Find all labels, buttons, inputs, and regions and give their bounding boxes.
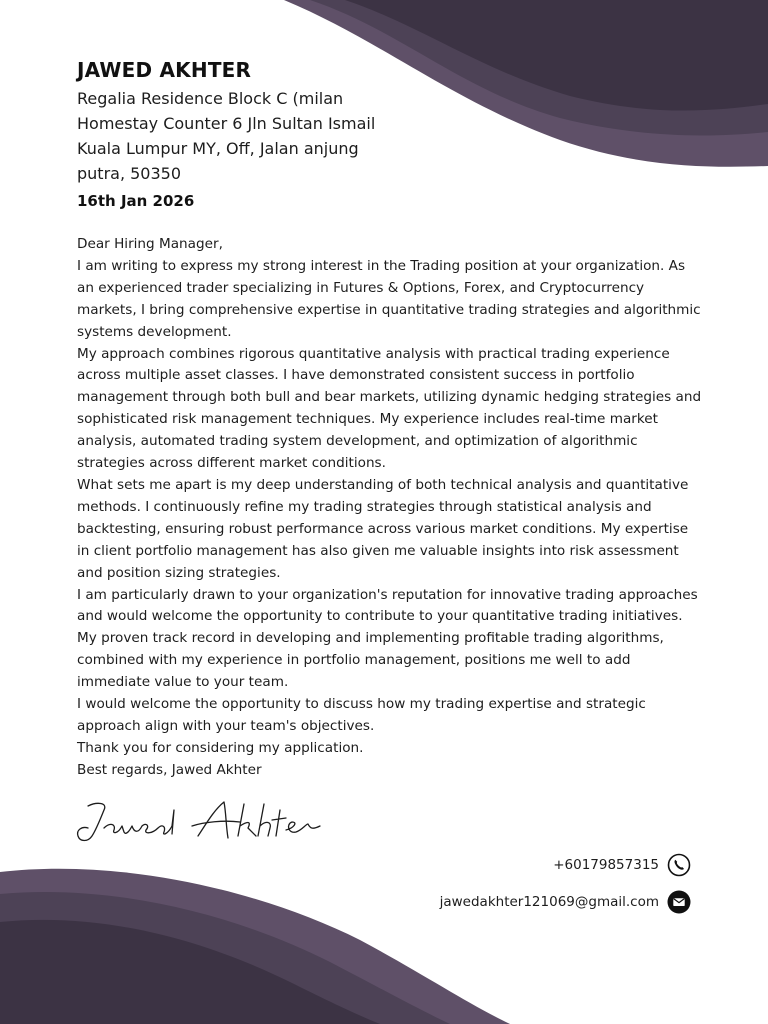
letter-paragraph: Thank you for considering my application.	[77, 739, 364, 756]
letter-header	[77, 58, 407, 210]
letter-paragraph: I would welcome the opportunity to discuss how my trading expertise and strategic approach align with your team's objectives.	[77, 696, 646, 734]
sender-name: JAWED AKHTER	[77, 58, 252, 82]
letter-paragraph: What sets me apart is my deep understanding of both technical analysis and quantitative methods. I continuously refine my trading strategies through statistical analysis and backtesting, ensuring robust performance across various market conditions. My expertise in client portfolio management has also given me valuable insights into risk assessment and position sizing strategies.	[77, 476, 689, 581]
sender-address	[77, 86, 407, 186]
address-line: putra, 50350	[77, 164, 182, 183]
handwritten-signature	[74, 796, 324, 848]
address-line: Homestay Counter 6 Jln Sultan Ismail	[77, 114, 376, 133]
letter-paragraph: I am writing to express my strong interest in the Trading position at your organization. As an experienced trader specializing in Futures & Options, Forex, and Cryptocurrency markets, I bring comprehensive expertise in quantitative trading strategies and algorithmic systems development.	[77, 257, 701, 340]
email-address: jawedakhter121069@gmail.com	[439, 894, 659, 910]
phone-number: +60179857315	[553, 857, 659, 873]
address-line: Kuala Lumpur MY, Off, Jalan anjung	[77, 139, 359, 158]
salutation: Dear Hiring Manager,	[77, 236, 223, 252]
address-line: Regalia Residence Block C (milan	[77, 89, 344, 108]
phone-icon	[667, 853, 691, 877]
letter-paragraph: I am particularly drawn to your organization's reputation for innovative trading approaches and would welcome the opportunity to contribute to your quantitative trading initiatives. My proven track record in developing and implementing profitable trading algorithms, combined with my experience in portfolio management, positions me well to add immediate value to your team.	[77, 586, 698, 691]
letter-paragraph: My approach combines rigorous quantitative analysis with practical trading experience across multiple asset classes. I have demonstrated consistent success in portfolio management through both bull and bear markets, utilizing dynamic hedging strategies and sophisticated risk management techniques. My experience includes real-time market analysis, automated trading system development, and optimization of algorithmic strategies across different market conditions.	[77, 345, 702, 472]
email-contact	[371, 890, 691, 914]
letter-date: 16th Jan 2026	[77, 192, 195, 210]
letter-body	[77, 234, 702, 782]
phone-contact	[371, 853, 691, 877]
mail-icon	[667, 890, 691, 914]
closing: Best regards, Jawed Akhter	[77, 761, 262, 778]
